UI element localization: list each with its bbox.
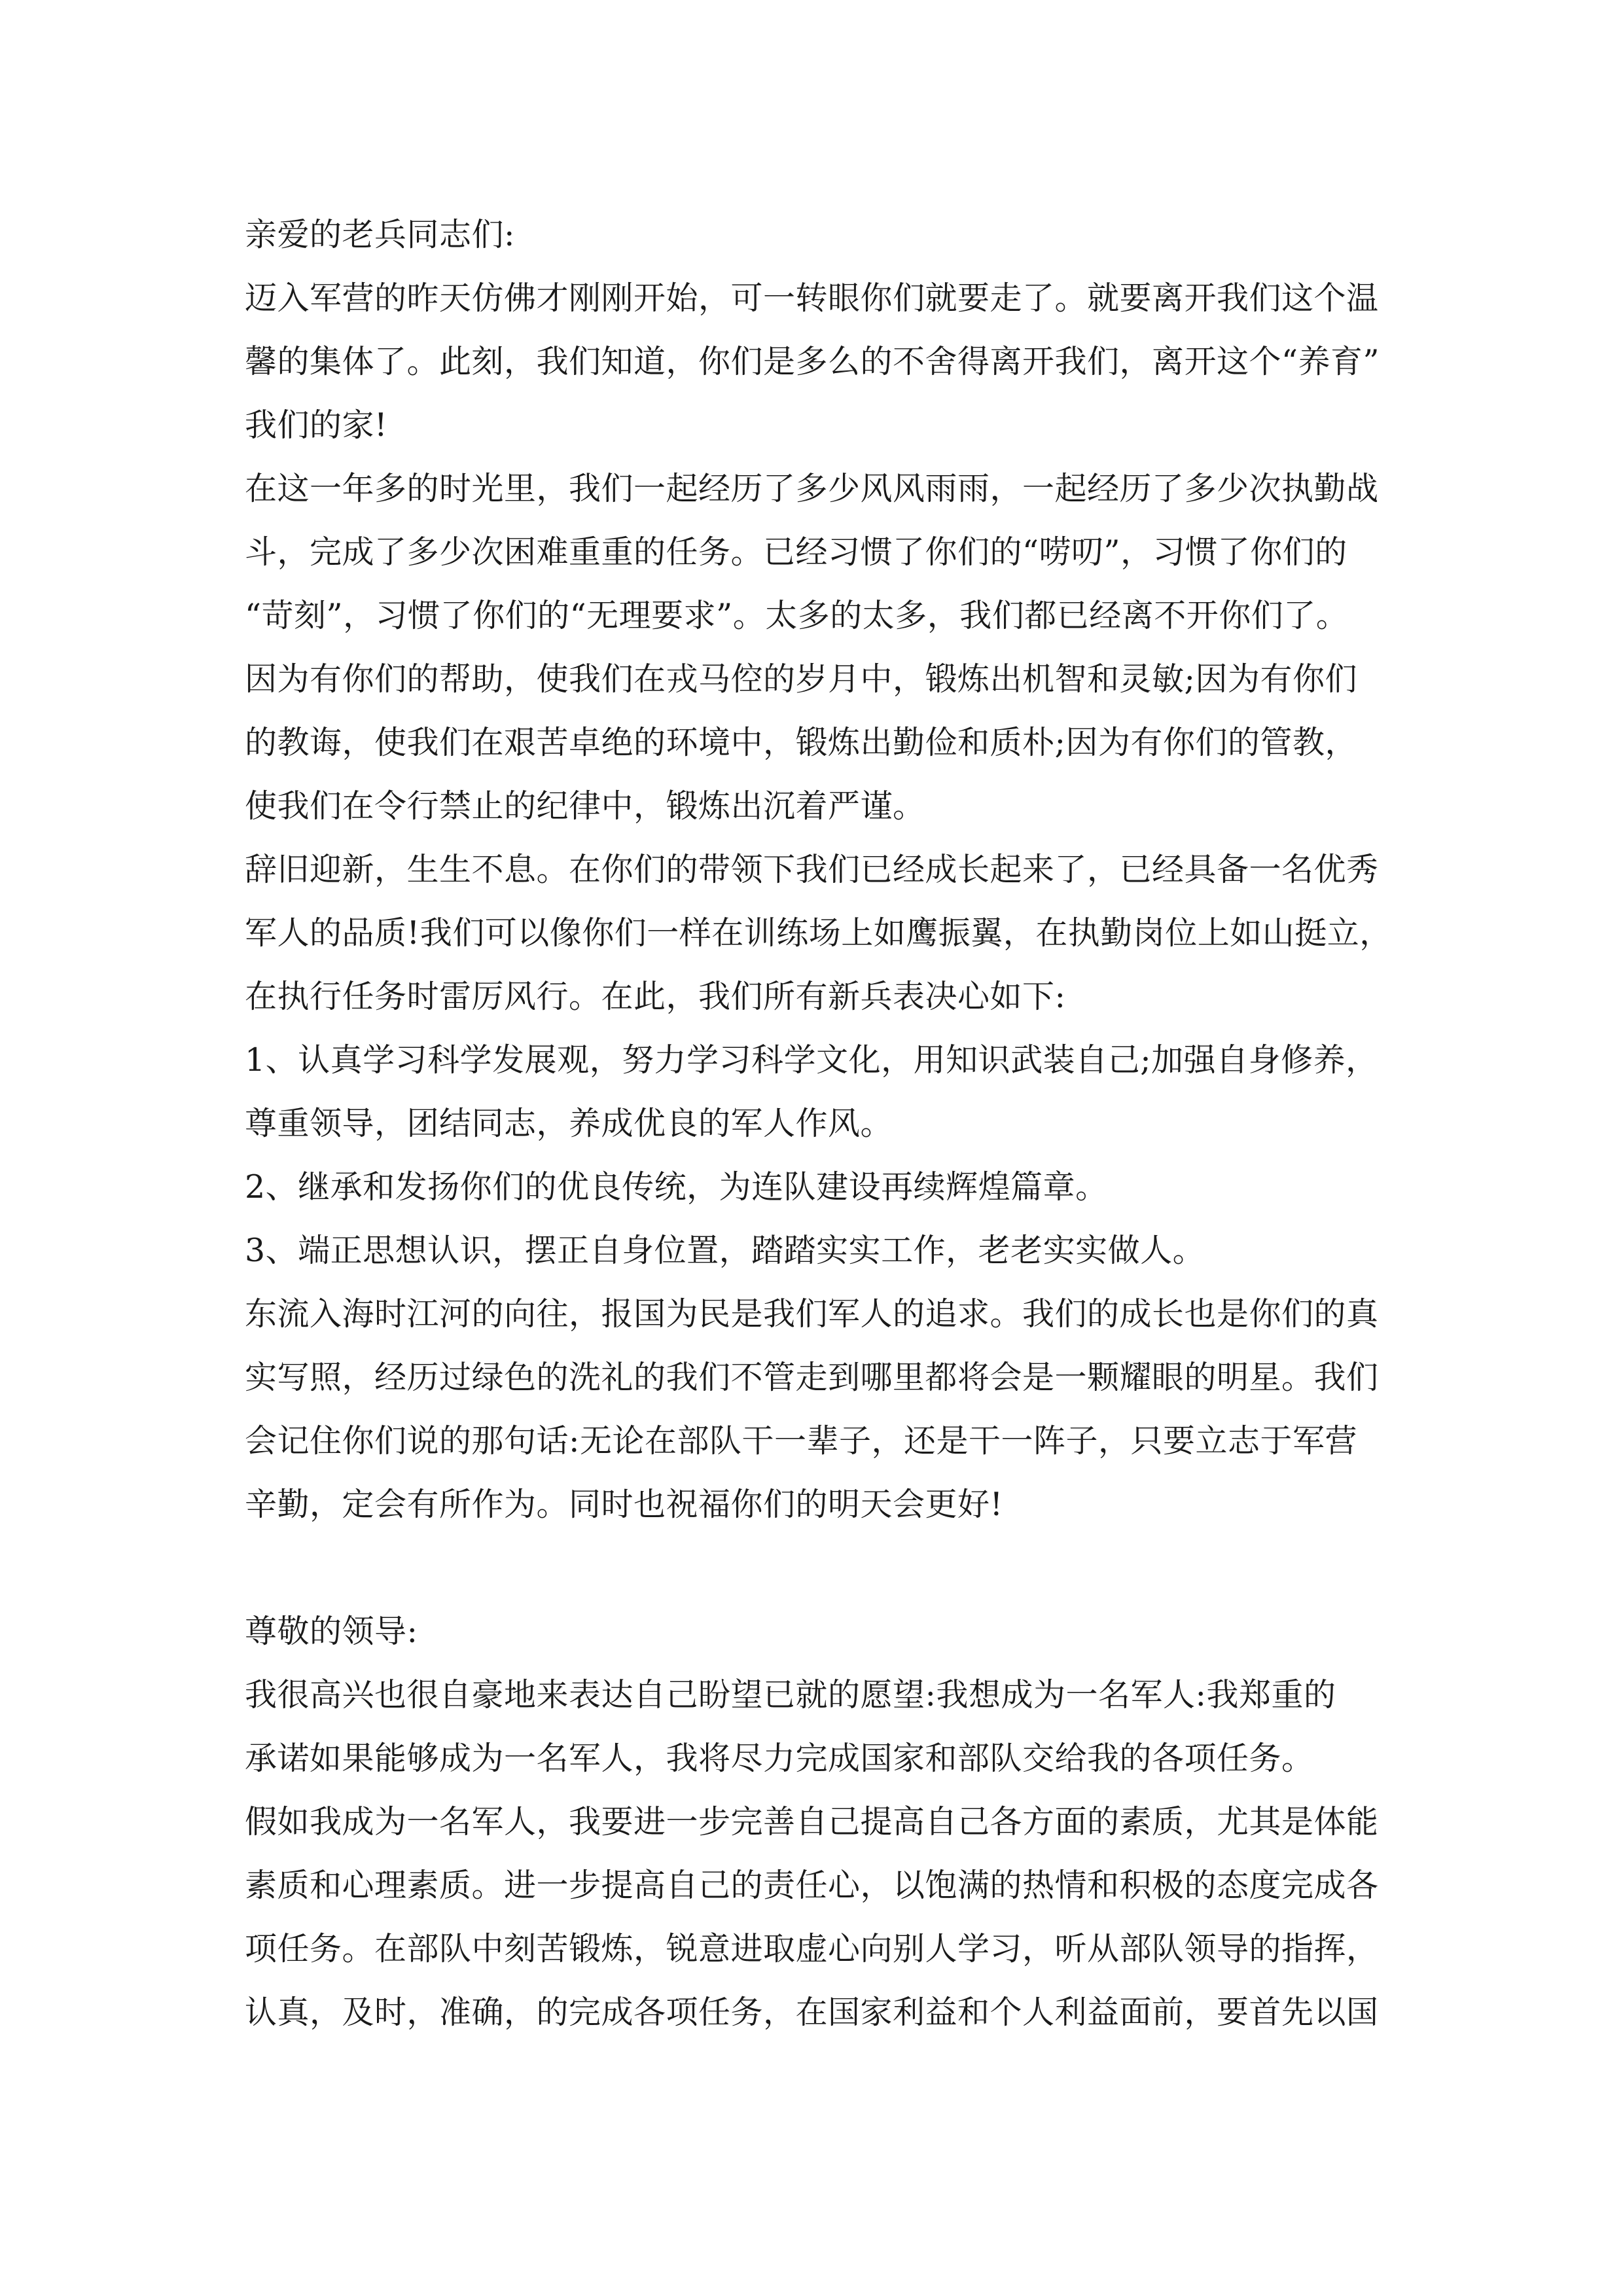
section-spacer: [245, 1536, 1410, 1600]
list-item: 3、端正思想认识，摆正自身位置，踏踏实实工作，老老实实做人。: [245, 1232, 1205, 1269]
paragraph-line: 在这一年多的时光里，我们一起经历了多少风风雨雨，一起经历了多少次执勤战: [245, 470, 1379, 507]
paragraph-line: 辞旧迎新，生生不息。在你们的带领下我们已经成长起来了，已经具备一名优秀: [245, 851, 1379, 888]
paragraph-line: 馨的集体了。此刻，我们知道，你们是多么的不舍得离开我们，离开这个“养育”: [245, 343, 1380, 380]
paragraph-line: 我很高兴也很自豪地来表达自己盼望已就的愿望:我想成为一名军人:我郑重的: [245, 1676, 1336, 1713]
paragraph-line: 斗，完成了多少次困难重重的任务。已经习惯了你们的“唠叨”，习惯了你们的: [245, 533, 1347, 571]
paragraph-line: 的教诲，使我们在艰苦卓绝的环境中，锻炼出勤俭和质朴;因为有你们的管教，: [245, 724, 1358, 761]
paragraph-line: 项任务。在部队中刻苦锻炼，锐意进取虚心向别人学习，听从部队领导的指挥，: [245, 1930, 1379, 1967]
paragraph-line: 我们的家!: [245, 406, 388, 444]
document-body: [245, 203, 1410, 2044]
list-item: 尊重领导，团结同志，养成优良的军人作风。: [245, 1105, 893, 1142]
paragraph-line: 假如我成为一名军人，我要进一步完善自己提高自己各方面的素质，尤其是体能: [245, 1803, 1379, 1840]
salutation: 尊敬的领导:: [245, 1613, 418, 1650]
list-item: 1、认真学习科学发展观，努力学习科学文化，用知识武装自己;加强自身修养，: [245, 1041, 1378, 1079]
paragraph-line: 使我们在令行禁止的纪律中，锻炼出沉着严谨。: [245, 787, 925, 825]
paragraph-line: 承诺如果能够成为一名军人，我将尽力完成国家和部队交给我的各项任务。: [245, 1740, 1314, 1777]
salutation: 亲爱的老兵同志们:: [245, 216, 516, 253]
paragraph-line: 迈入军营的昨天仿佛才刚刚开始，可一转眼你们就要走了。就要离开我们这个温: [245, 279, 1379, 317]
paragraph-line: 素质和心理素质。进一步提高自己的责任心，以饱满的热情和积极的态度完成各: [245, 1867, 1379, 1904]
list-item: 2、继承和发扬你们的优良传统，为连队建设再续辉煌篇章。: [245, 1168, 1108, 1206]
paragraph-line: 实写照，经历过绿色的洗礼的我们不管走到哪里都将会是一颗耀眼的明星。我们: [245, 1359, 1379, 1396]
paragraph-line: 东流入海时江河的向往，报国为民是我们军人的追求。我们的成长也是你们的真: [245, 1295, 1379, 1333]
paragraph-line: 因为有你们的帮助，使我们在戎马倥的岁月中，锻炼出机智和灵敏;因为有你们: [245, 660, 1358, 698]
paragraph-line: 会记住你们说的那句话:无论在部队干一辈子，还是干一阵子，只要立志于军营: [245, 1422, 1358, 1460]
paragraph-line: 辛勤，定会有所作为。同时也祝福你们的明天会更好!: [245, 1486, 1003, 1523]
letter-to-veterans: [245, 203, 1410, 1536]
paragraph-line: “苛刻”，习惯了你们的“无理要求”。太多的太多，我们都已经离不开你们了。: [245, 597, 1349, 634]
paragraph-line: 认真，及时，准确，的完成各项任务，在国家利益和个人利益面前，要首先以国: [245, 1994, 1379, 2031]
letter-to-leaders: [245, 1600, 1410, 2044]
paragraph-line: 在执行任务时雷厉风行。在此，我们所有新兵表决心如下:: [245, 978, 1066, 1015]
paragraph-line: 军人的品质!我们可以像你们一样在训练场上如鹰振翼，在执勤岗位上如山挺立，: [245, 914, 1392, 952]
